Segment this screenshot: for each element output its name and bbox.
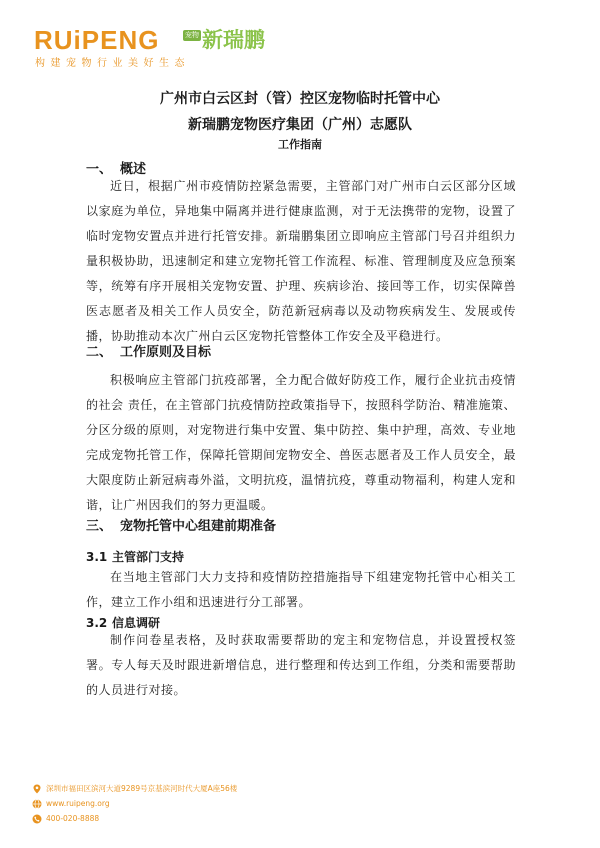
phone-icon bbox=[32, 814, 42, 824]
footer-website-text[interactable]: www.ruipeng.org bbox=[46, 799, 110, 808]
subsection-number: 3.1 bbox=[86, 550, 108, 564]
document-guide-label: 工作指南 bbox=[278, 138, 322, 151]
subsection-heading-support bbox=[86, 548, 184, 565]
subsection-title: 信息调研 bbox=[112, 616, 161, 630]
subsection-title: 主管部门支持 bbox=[112, 550, 185, 564]
logo-chinese-text: 新瑞鹏 bbox=[202, 28, 265, 52]
section-number: 一、 bbox=[86, 162, 113, 177]
globe-icon bbox=[32, 799, 42, 809]
subsection-paragraph-research: 制作问卷星表格，及时获取需要帮助的宠主和宠物信息，并设置授权签署。专人每天及时跟进新增信息，进行整理和传达到工作组，分类和需要帮助的人员进行对接。 bbox=[86, 633, 516, 697]
footer-phone-text: 400-020-8888 bbox=[46, 814, 100, 823]
document-title: 广州市白云区封（管）控区宠物临时托管中心 bbox=[160, 91, 440, 107]
section-heading-principles bbox=[86, 341, 211, 360]
section-heading-preparation bbox=[86, 515, 276, 534]
footer-address-text: 深圳市福田区滨河大道9289号京基滨河时代大厦A座56楼 bbox=[46, 784, 238, 793]
section-number: 二、 bbox=[86, 345, 113, 360]
section-title: 概述 bbox=[120, 162, 147, 177]
logo-badge: 宠物 bbox=[185, 31, 199, 39]
document-subtitle: 新瑞鹏宠物医疗集团（广州）志愿队 bbox=[188, 117, 412, 133]
logo-latin-text: RUiPENG bbox=[34, 25, 160, 55]
company-logo bbox=[34, 26, 274, 76]
section-title: 工作原则及目标 bbox=[120, 345, 212, 360]
footer-phone bbox=[32, 814, 99, 824]
footer-website bbox=[32, 799, 110, 809]
subsection-number: 3.2 bbox=[86, 616, 108, 630]
section-title: 宠物托管中心组建前期准备 bbox=[120, 519, 277, 534]
footer-address bbox=[32, 784, 237, 794]
logo-slogan: 构建宠物行业美好生态 bbox=[35, 58, 190, 69]
section-paragraph-principles: 积极响应主管部门抗疫部署，全力配合做好防疫工作，履行企业抗击疫情的社会 责任，在主管部门抗疫情防控政策指导下，按照科学防治、精准施策、分区分级的原则，对宠物进行集中安置、集中防控、集中护理，高效、专业地完成宠物托管工作，保障托管期间宠物安全、兽医志愿者及工作人员安全，最大限度防止新冠病毒外溢，文明抗疫，温情抗疫，尊重动物福利，构建人宠和谐，让广州因我们的努力更温暖。 bbox=[86, 373, 516, 512]
section-number: 三、 bbox=[86, 519, 113, 534]
subsection-paragraph-support: 在当地主管部门大力支持和疫情防控措施指导下组建宠物托管中心相关工作，建立工作小组和迅速进行分工部署。 bbox=[86, 570, 516, 609]
section-paragraph-overview: 近日，根据广州市疫情防控紧急需要，主管部门对广州市白云区部分区域以家庭为单位，异地集中隔离并进行健康监测，对于无法携带的宠物，设置了临时宠物安置点并进行托管安排。新瑞鹏集团立即响应主管部门号召并组织力量积极协助，迅速制定和建立宠物托管工作流程、标准、管理制度及应急预案等，统筹有序开展相关宠物安置、护理、疾病诊治、接回等工作，切实保障兽医志愿者及相关工作人员安全，防范新冠病毒以及动物疾病发生、发展或传播，协助推动本次广州白云区宠物托管整体工作安全及平稳进行。 bbox=[86, 179, 516, 343]
location-pin-icon bbox=[32, 784, 42, 794]
